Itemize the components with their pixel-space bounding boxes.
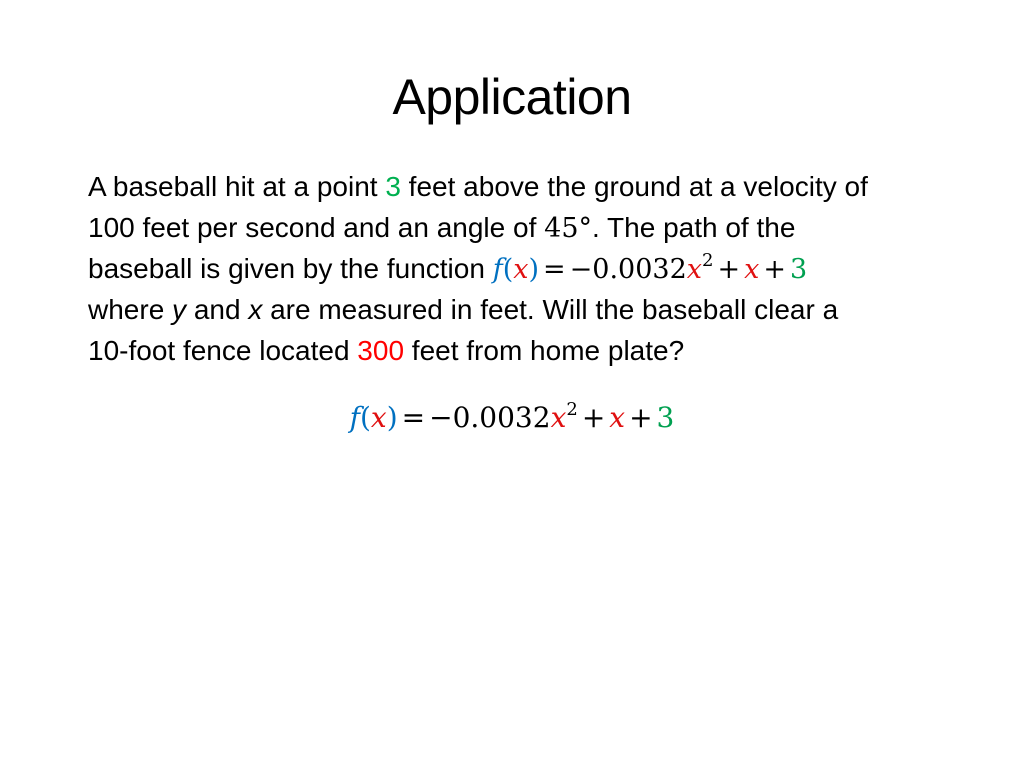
function-variable: x <box>513 254 529 285</box>
open-paren: ( <box>502 254 514 285</box>
problem-text-segment: . The path of the <box>592 212 796 243</box>
linear-variable: x <box>744 254 760 285</box>
problem-line-3 <box>88 248 988 289</box>
problem-text-segment: 100 feet per second and an angle of <box>88 212 545 243</box>
exponent: 2 <box>566 399 578 420</box>
inline-formula <box>492 250 808 285</box>
problem-text-segment: feet from home plate? <box>404 335 685 366</box>
coefficient: −0.0032 <box>569 254 687 285</box>
problem-text-segment: and <box>186 294 249 325</box>
variable-y: y <box>172 294 187 325</box>
squared-variable: x <box>550 401 567 434</box>
slide-title: Application <box>392 69 632 125</box>
constant-term: 3 <box>789 254 808 285</box>
constant-term: 3 <box>656 401 675 434</box>
problem-text-segment: feet above the ground at a velocity of <box>400 171 868 202</box>
problem-line-2 <box>88 207 988 248</box>
problem-text-segment: where <box>88 294 173 325</box>
problem-text-segment: are measured in feet. Will the baseball clear a <box>262 294 839 325</box>
problem-text <box>88 166 988 371</box>
variable-x: x <box>248 294 263 325</box>
plus-sign: + <box>629 401 653 434</box>
problem-text-segment: A baseball hit at a point <box>88 171 386 202</box>
coefficient: −0.0032 <box>429 401 551 434</box>
squared-variable: x <box>686 254 702 285</box>
function-name: f <box>492 254 503 285</box>
problem-line-4 <box>88 289 988 330</box>
exponent: 2 <box>702 250 714 271</box>
plus-sign: + <box>763 254 786 285</box>
function-variable: x <box>370 401 387 434</box>
display-formula <box>0 396 1024 444</box>
fence-distance-value: 300 <box>357 335 405 366</box>
open-paren: ( <box>359 401 371 434</box>
close-paren: ) <box>528 254 540 285</box>
angle-value: 45° <box>544 213 592 244</box>
problem-line-5 <box>88 330 988 371</box>
function-name: f <box>349 401 360 434</box>
equals-sign: = <box>401 401 426 434</box>
problem-line-1 <box>88 166 988 207</box>
plus-sign: + <box>717 254 741 285</box>
plus-sign: + <box>581 401 606 434</box>
problem-text-segment: 10-foot fence located <box>88 335 358 366</box>
linear-variable: x <box>609 401 626 434</box>
problem-text-segment: baseball is given by the function <box>88 253 493 284</box>
equals-sign: = <box>543 254 566 285</box>
initial-height-value: 3 <box>385 171 401 202</box>
close-paren: ) <box>386 401 398 434</box>
